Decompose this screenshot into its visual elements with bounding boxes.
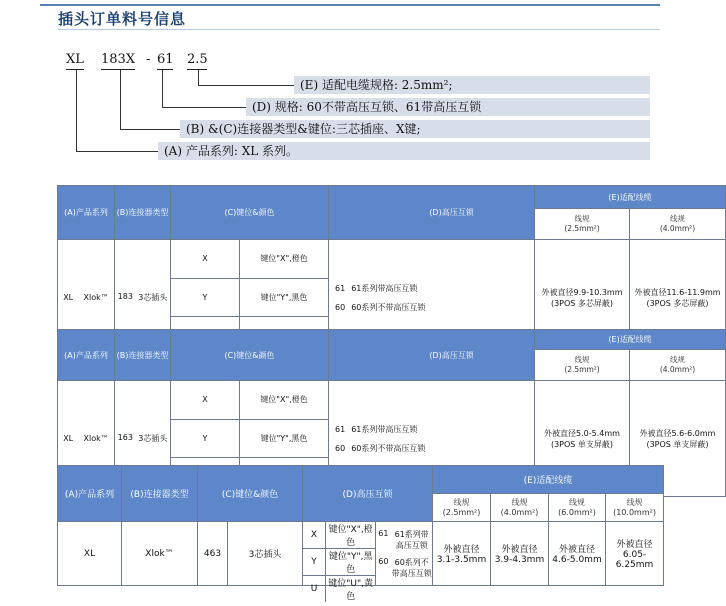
underline-d (157, 69, 173, 70)
spec-value: (6.0mm²) (558, 507, 596, 517)
spec-table-463 (57, 465, 664, 602)
header-key-color: (C)键位&颜色 (171, 330, 329, 381)
key-column (303, 522, 376, 602)
connector-type: 3芯插头 (138, 434, 168, 443)
spec-name: 线规 (569, 497, 586, 507)
underline-a (66, 69, 84, 70)
cable-diameter: 外被直径5.0-5.4mm (544, 428, 620, 438)
header-connector-type: (B)连接器类型 (115, 330, 171, 381)
spec-cell (549, 494, 606, 522)
spec-name: 线规 (670, 214, 686, 223)
cable-diameter: 外被直径 (559, 545, 596, 555)
key-code: Y (303, 549, 326, 575)
header-series: (A)产品系列 (58, 186, 115, 240)
key-desc: 键位"X",橙色 (328, 525, 373, 548)
label-d: (D) 规格: 60不带高压互锁、61带高压互锁 (246, 98, 650, 116)
title-underline (58, 29, 660, 30)
underline-e (187, 69, 207, 70)
brand-name: Xlok™ (83, 293, 109, 302)
lock-column (376, 522, 432, 585)
header-hv-interlock: (D)高压互锁 (303, 466, 433, 522)
lock-row (329, 424, 534, 435)
connector-code: 463 (198, 522, 228, 586)
spec-cell (491, 494, 549, 522)
spec-value: (10.0mm²) (613, 507, 656, 517)
header-cable: (E)适配线缆 (535, 186, 726, 209)
cable-type: (3POS 多芯屏蔽) (646, 298, 709, 308)
brand-name: Xlok™ (122, 522, 198, 586)
spec-name: 线规 (670, 355, 686, 364)
spec-cell (606, 494, 664, 522)
page-title: 插头订单料号信息 (58, 10, 187, 28)
code-part-cable: 2.5 (187, 52, 208, 67)
label-a: (A) 产品系列: XL 系列。 (158, 142, 650, 160)
spec-cell (630, 209, 726, 240)
cable-range: 4.6-5.0mm (552, 555, 602, 565)
lock-code: 61 (335, 283, 346, 293)
cable-diameter: 外被直径 (501, 545, 538, 555)
brand-name: Xlok™ (83, 434, 109, 443)
label-bc: (B) &(C)连接器类型&键位:三芯插座、X键; (180, 120, 650, 138)
cable-type: (3POS 单支屏蔽) (646, 439, 709, 449)
cable-diameter: 外被直径11.6-11.9mm (634, 287, 721, 297)
header-cable: (E)适配线缆 (535, 330, 726, 350)
cable-diameter: 外被直径 (443, 545, 480, 555)
lock-row (376, 529, 432, 551)
connector-bc-h (120, 129, 180, 130)
lock-code: 61 (335, 424, 346, 434)
key-row (303, 576, 375, 602)
key-code: X (171, 381, 240, 420)
lock-desc: 61系列带高压互锁 (351, 283, 418, 293)
header-key-color: (C)键位&颜色 (171, 186, 329, 240)
key-code: Y (171, 419, 240, 458)
spec-name: 线规 (574, 214, 590, 223)
spec-value: (2.5mm²) (564, 365, 600, 374)
cable-cell (549, 522, 606, 586)
lock-code: 61 (378, 528, 389, 538)
connector-a-h (76, 151, 158, 152)
cable-cell (491, 522, 549, 586)
key-code: U (303, 576, 326, 602)
cable-type: (3POS 单支屏蔽) (550, 439, 614, 449)
connector-a-v (76, 70, 77, 151)
header-hv-interlock: (D)高压互锁 (329, 330, 535, 381)
lock-desc: 60系列不带高压互锁 (391, 557, 432, 578)
lock-code: 60 (335, 302, 346, 312)
spec-value: (4.0mm²) (659, 224, 696, 233)
connector-e-h (198, 85, 294, 86)
series-code: XL (63, 293, 74, 302)
connector-type: 3芯插头 (228, 522, 303, 586)
header-connector-type: (B)连接器类型 (115, 186, 171, 240)
connector-code: 163 (117, 433, 133, 442)
label-e: (E) 适配电缆规格: 2.5mm²; (294, 76, 650, 94)
spec-name: 线规 (511, 497, 528, 507)
key-desc: 键位"X",橙色 (240, 240, 329, 279)
key-code: X (171, 240, 240, 279)
series-brand-pair (58, 293, 114, 302)
header-series: (A)产品系列 (58, 466, 122, 522)
key-desc: 键位"X",橙色 (240, 381, 329, 420)
lock-row (329, 283, 534, 294)
series-brand-pair (58, 434, 114, 443)
code-part-lock: 61 (157, 52, 174, 67)
spec-value: (4.0mm²) (500, 507, 539, 517)
lock-desc: 61系列带高压互锁 (351, 424, 418, 434)
header-cable: (E)适配线缆 (433, 466, 664, 494)
key-desc: 键位"Y",黑色 (328, 552, 373, 575)
header-connector-type: (B)连接器类型 (122, 466, 198, 522)
key-code: Y (171, 278, 240, 317)
key-desc: 键位"U",黄色 (328, 579, 373, 602)
lock-code: 60 (378, 556, 389, 566)
connector-d-v (162, 70, 163, 107)
key-row (303, 522, 375, 549)
spec-name: 线规 (626, 497, 643, 507)
code-part-dash: - (146, 52, 151, 67)
key-lock-grid (303, 522, 432, 602)
lock-desc: 60系列不带高压互锁 (351, 302, 426, 312)
cable-cell (433, 522, 491, 586)
spec-cell (535, 350, 630, 381)
header-series: (A)产品系列 (58, 330, 115, 381)
cable-diameter: 外被直径 (616, 540, 653, 550)
key-desc: 键位"Y",黑色 (240, 419, 329, 458)
cable-range: 3.1-3.5mm (436, 555, 487, 565)
underline-bc (101, 69, 135, 70)
lock-desc: 60系列不带高压互锁 (351, 443, 426, 453)
key-desc: 键位"Y",黑色 (240, 278, 329, 317)
lock-code: 60 (335, 443, 346, 453)
code-part-type: 183X (101, 52, 136, 67)
code-part-series: XL (66, 52, 84, 67)
header-key-color: (C)键位&颜色 (198, 466, 303, 522)
series-code: XL (58, 522, 122, 586)
lock-row (329, 302, 534, 313)
connector-d-h (162, 107, 246, 108)
connector-type: 3芯插头 (138, 293, 168, 302)
spec-cell (630, 350, 726, 381)
lock-row (329, 443, 534, 454)
top-rule (40, 4, 660, 6)
spec-cell (433, 494, 491, 522)
series-code: XL (63, 434, 74, 443)
key-code: X (303, 522, 326, 548)
connector-code: 183 (117, 292, 133, 301)
spec-value: (4.0mm²) (659, 365, 696, 374)
connector-bc-v (120, 70, 121, 129)
cable-diameter: 外被直径9.9-10.3mm (541, 287, 623, 297)
cable-range: 3.9-4.3mm (494, 555, 545, 565)
spec-value: (2.5mm²) (442, 507, 481, 517)
cable-cell (606, 522, 664, 586)
spec-value: (2.5mm²) (564, 224, 600, 233)
lock-desc: 61系列带高压互锁 (394, 529, 429, 550)
header-hv-interlock: (D)高压互锁 (329, 186, 535, 240)
connector-pair (115, 433, 170, 444)
cable-diameter: 外被直径5.6-6.0mm (639, 428, 716, 438)
connector-pair (115, 292, 170, 303)
spec-name: 线规 (574, 355, 590, 364)
connector-e-v (198, 70, 199, 85)
spec-name: 线规 (453, 497, 470, 507)
spec-cell (535, 209, 630, 240)
lock-row (376, 557, 432, 579)
key-row (303, 549, 375, 576)
key-lock-cell (303, 522, 433, 602)
cable-type: (3POS 多芯屏蔽) (550, 298, 614, 308)
cable-range: 6.05-6.25mm (615, 550, 654, 570)
